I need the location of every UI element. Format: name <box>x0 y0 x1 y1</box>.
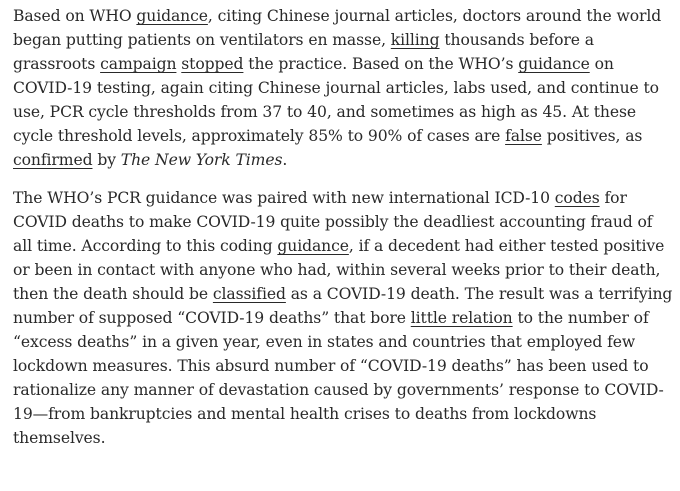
text: , citing Chinese journal articles, doctors around the world began putting patients on ventilators en masse, <box>13 7 662 49</box>
text: as a COVID-19 death. The result was a terrifying number of supposed “COVID-19 deaths” that bore <box>13 285 673 327</box>
text: The WHO’s PCR guidance was paired with new international ICD-10 <box>13 189 555 207</box>
text: on COVID-19 testing, again citing Chinese journal articles, labs used, and continue to use, PCR cycle thresholds from 37 to 40, and sometimes as high as 45. At these cycle threshold levels, approximately 85% to 90% of cases are <box>13 55 659 145</box>
article-body <box>13 4 675 450</box>
text: , if a decedent had either tested positive or been in contact with anyone who had, within several weeks prior to their death, then the death should be <box>13 237 665 303</box>
confirmed-link[interactable]: confirmed <box>13 151 93 169</box>
codes-link[interactable]: codes <box>554 189 600 207</box>
false-link[interactable]: false <box>505 127 542 145</box>
text: . <box>282 151 288 169</box>
text: for COVID deaths to make COVID-19 quite possibly the deadliest accounting fraud of all time. According to this coding <box>13 189 653 255</box>
guidance-link[interactable]: guidance <box>136 7 208 25</box>
text: positives, as <box>541 127 643 145</box>
testing-guidance-link[interactable]: guidance <box>518 55 590 73</box>
text: by <box>92 151 121 169</box>
paragraph-2 <box>13 186 675 450</box>
publication-name: The New York Times <box>120 151 283 169</box>
little-relation-link[interactable]: little relation <box>410 309 513 327</box>
campaign-link[interactable]: campaign <box>100 55 177 73</box>
text: to the number of “excess deaths” in a given year, even in states and countries that employed few lockdown measures. This absurd number of “COVID-19 deaths” has been used to rationalize any manner of devastation caused by governments’ response to COVID-19—from bankruptcies and mental health crises to deaths from lockdowns themselves. <box>13 309 664 447</box>
paragraph-1 <box>13 4 675 172</box>
killing-link[interactable]: killing <box>390 31 440 49</box>
classified-link[interactable]: classified <box>212 285 286 303</box>
text: the practice. Based on the WHO’s <box>243 55 519 73</box>
stopped-link[interactable]: stopped <box>181 55 244 73</box>
text: thousands before a grassroots <box>13 31 594 73</box>
coding-guidance-link[interactable]: guidance <box>277 237 349 255</box>
text: Based on WHO <box>13 7 137 25</box>
